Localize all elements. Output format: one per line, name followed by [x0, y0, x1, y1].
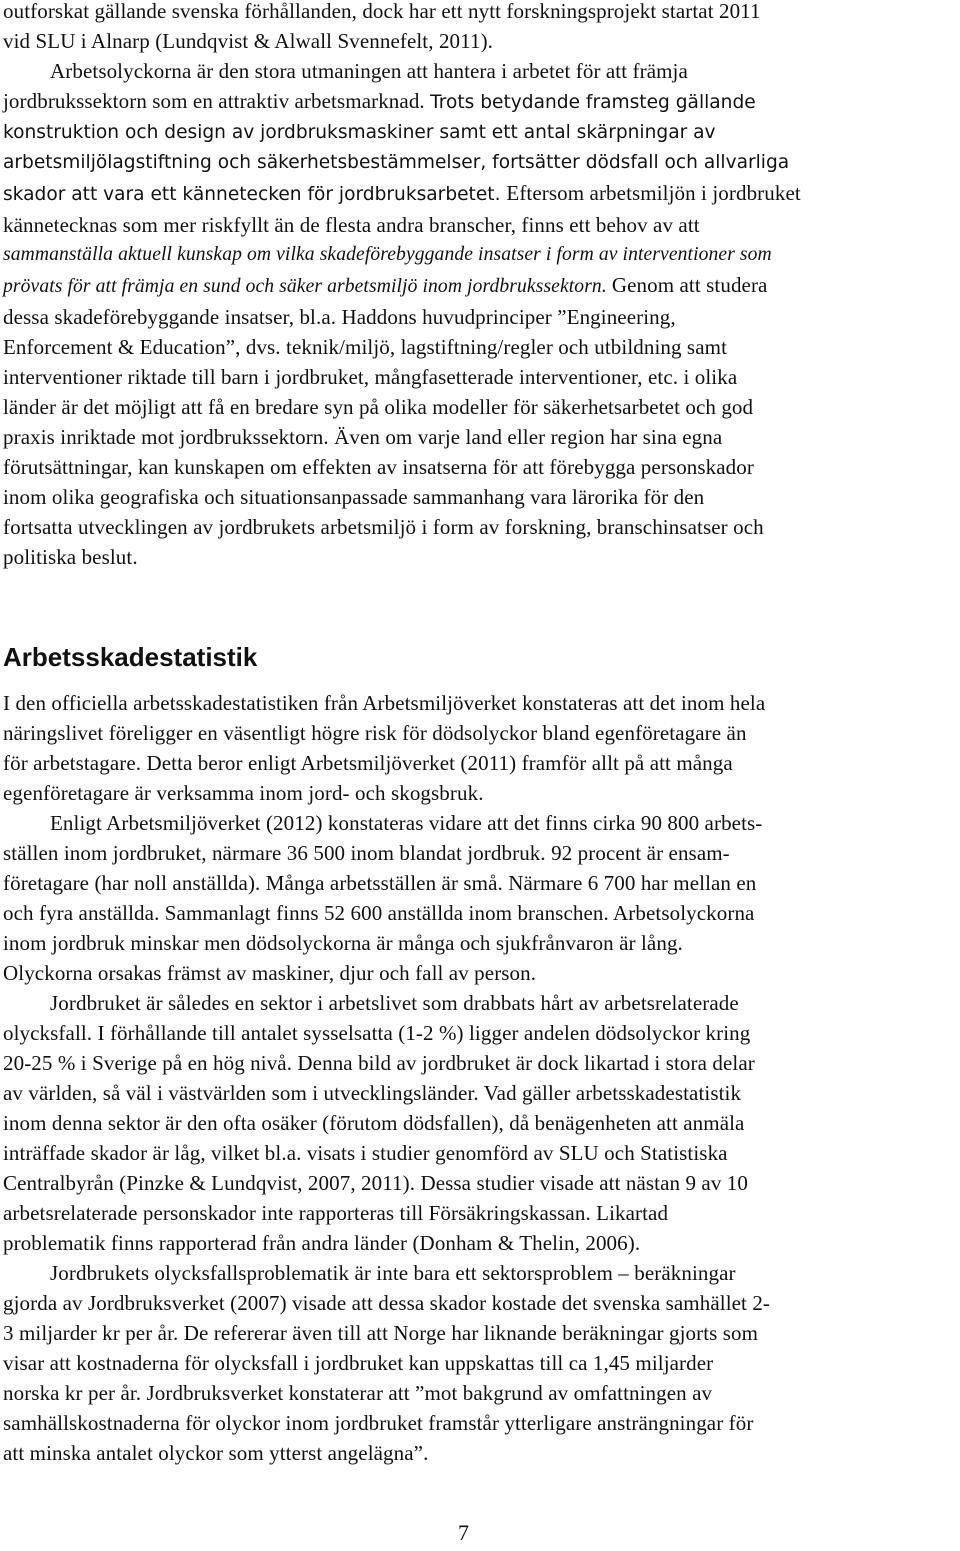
text-line: att minska antalet olyckor som ytterst angelägna”. — [3, 1441, 429, 1465]
text-line: problematik finns rapporterad från andra länder (Donham & Thelin, 2006). — [3, 1231, 641, 1255]
text-line: och fyra anställda. Sammanlagt finns 52 600 anställda inom branschen. Arbetsolyckorna — [3, 901, 755, 925]
text-line: olycksfall. I förhållande till antalet sysselsatta (1-2 %) ligger andelen dödsolyckor kring — [3, 1021, 751, 1045]
text-segment: prövats för att främja en sund och säker arbetsmiljö inom jordbrukssektorn. — [3, 276, 612, 297]
text-line: 20-25 % i Sverige på en hög nivå. Denna bild av jordbruket är dock likartad i stora delar — [3, 1051, 755, 1075]
text-line: fortsatta utvecklingen av jordbrukets arbetsmiljö i form av forskning, branschinsatser och — [3, 515, 764, 539]
text-line: länder är det möjligt att få en bredare syn på olika modeller för säkerhetsarbetet och god — [3, 395, 754, 419]
text-segment: Trots betydande framsteg gällande — [430, 92, 756, 113]
text-line: norska kr per år. Jordbruksverket konstaterar att ”mot bakgrund av omfattningen av — [3, 1381, 713, 1405]
text-line: Olyckorna orsakas främst av maskiner, djur och fall av person. — [3, 961, 537, 985]
section-heading: Arbetsskadestatistik — [3, 642, 258, 672]
text-line: politiska beslut. — [3, 545, 138, 569]
text-line: konstruktion och design av jordbruksmaskiner samt ett antal skärpningar av — [3, 122, 716, 143]
text-line: Jordbrukets olycksfallsproblematik är inte bara ett sektorsproblem – beräkningar — [50, 1261, 736, 1285]
text-line: Jordbruket är således en sektor i arbetslivet som drabbats hårt av arbetsrelaterade — [50, 991, 739, 1015]
text-line: ställen inom jordbruket, närmare 36 500 inom blandat jordbruk. 92 procent är ensam- — [3, 841, 730, 865]
text-line: egenföretagare är verksamma inom jord- och skogsbruk. — [3, 781, 484, 805]
section-body — [3, 688, 770, 1468]
text-segment: Genom att studera — [611, 273, 768, 297]
text-line: näringslivet föreligger en väsentligt högre risk för dödsolyckor bland egenföretagare än — [3, 721, 747, 745]
text-segment: jordbrukssektorn som en attraktiv arbetsmarknad. — [3, 89, 431, 113]
text-line: I den officiella arbetsskadestatistiken från Arbetsmiljöverket konstateras att det inom hela — [3, 691, 766, 715]
text-line-mixed — [3, 178, 801, 210]
top-paragraph — [3, 0, 801, 572]
text-line: vid SLU i Alnarp (Lundqvist & Alwall Svennefelt, 2011). — [3, 29, 494, 53]
text-line: Enligt Arbetsmiljöverket (2012) konstateras vidare att det finns cirka 90 800 arbets- — [50, 811, 763, 835]
text-segment: skador att vara ett kännetecken för jordbruksarbetet. — [3, 184, 507, 205]
text-line: interventioner riktade till barn i jordbruket, mångfasetterade interventioner, etc. i olika — [3, 365, 738, 389]
text-line-mixed — [3, 86, 801, 118]
text-line: samhällskostnaderna för olyckor inom jordbruket framstår ytterligare ansträngningar för — [3, 1411, 754, 1435]
text-line: inträffade skador är låg, vilket bl.a. visats i studier genomförd av SLU och Statistiska — [3, 1141, 728, 1165]
text-line: Enforcement & Education”, dvs. teknik/miljö, lagstiftning/regler och utbildning samt — [3, 335, 727, 359]
text-line: arbetsrelaterade personskador inte rapporteras till Försäkringskassan. Likartad — [3, 1201, 669, 1225]
text-line: förutsättningar, kan kunskapen om effekten av insatserna för att förebygga personskador — [3, 455, 754, 479]
text-line-mixed — [3, 270, 801, 302]
text-line: kännetecknas som mer riskfyllt än de flesta andra branscher, finns ett behov av att — [3, 213, 700, 237]
text-line: för arbetstagare. Detta beror enligt Arbetsmiljöverket (2011) framför allt på att många — [3, 751, 733, 775]
text-line: arbetsmiljölagstiftning och säkerhetsbestämmelser, fortsätter dödsfall och allvarliga — [3, 152, 790, 173]
text-line: inom denna sektor är den ofta osäker (förutom dödsfallen), då benägenheten att anmäla — [3, 1111, 745, 1135]
text-line: Arbetsolyckorna är den stora utmaningen att hantera i arbetet för att främja — [50, 59, 688, 83]
text-line: inom olika geografiska och situationsanpassade sammanhang vara lärorika för den — [3, 485, 705, 509]
text-line: praxis inriktade mot jordbrukssektorn. Även om varje land eller region har sina egna — [3, 425, 723, 449]
text-line: gjorda av Jordbruksverket (2007) visade att dessa skador kostade det svenska samhället 2- — [3, 1291, 771, 1315]
text-line: outforskat gällande svenska förhållanden, dock har ett nytt forskningsprojekt startat 2011 — [3, 0, 761, 23]
text-line: sammanställa aktuell kunskap om vilka skadeförebyggande insatser i form av interventioner som — [3, 244, 772, 265]
text-line: 3 miljarder kr per år. De refererar även till att Norge har liknande beräkningar gjorts som — [3, 1321, 759, 1345]
page-number: 7 — [458, 1520, 469, 1545]
text-line: Centralbyrån (Pinzke & Lundqvist, 2007, 2011). Dessa studier visade att nästan 9 av 10 — [3, 1171, 749, 1195]
text-line: dessa skadeförebyggande insatser, bl.a. Haddons huvudprinciper ”Engineering, — [3, 305, 676, 329]
text-line: inom jordbruk minskar men dödsolyckorna är många och sjukfrånvaron är lång. — [3, 931, 683, 955]
text-segment: Eftersom arbetsmiljön i jordbruket — [506, 181, 801, 205]
text-line: företagare (har noll anställda). Många arbetsställen är små. Närmare 6 700 har mellan en — [3, 871, 757, 895]
text-line: av världen, så väl i västvärlden som i utvecklingsländer. Vad gäller arbetsskadestatistik — [3, 1081, 742, 1105]
text-line: visar att kostnaderna för olycksfall i jordbruket kan uppskattas till ca 1,45 miljarder — [3, 1351, 714, 1375]
